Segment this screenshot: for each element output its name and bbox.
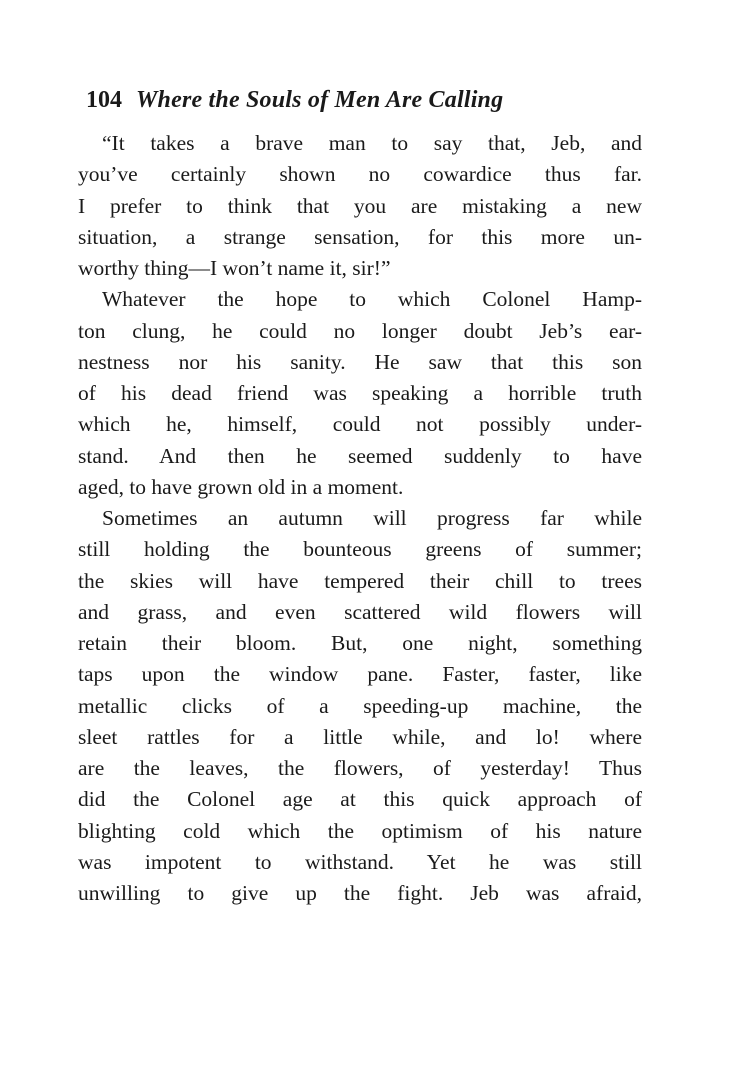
- text-line: situation, a strange sensation, for this more un-: [78, 224, 642, 249]
- text-line: worthy thing—I won’t name it, sir!”: [78, 256, 391, 280]
- text-line: nestness nor his sanity. He saw that this son: [78, 349, 642, 374]
- text-line: still holding the bounteous greens of summer;: [78, 537, 642, 562]
- text-line: unwilling to give up the fight. Jeb was afraid,: [78, 881, 642, 905]
- text-line: ton clung, he could no longer doubt Jeb’s ear-: [78, 318, 642, 343]
- text-line: and grass, and even scattered wild flowers will: [78, 599, 642, 624]
- text-line: the skies will have tempered their chill to trees: [78, 568, 642, 593]
- book-title: Where the Souls of Men Are Calling: [136, 87, 504, 113]
- text-line: which he, himself, could not possibly under-: [78, 412, 642, 437]
- text-line: are the leaves, the flowers, of yesterday! Thus: [78, 756, 642, 780]
- text-line: aged, to have grown old in a moment.: [78, 474, 404, 499]
- text-line: metallic clicks of a speeding-up machine, the: [78, 693, 642, 718]
- text-line: retain their bloom. But, one night, something: [78, 631, 642, 655]
- body-text: [78, 128, 642, 909]
- text-line: blighting cold which the optimism of his nature: [78, 818, 642, 843]
- text-line: Sometimes an autumn will progress far while: [102, 506, 642, 530]
- text-line: Whatever the hope to which Colonel Hamp-: [102, 287, 642, 312]
- text-line: taps upon the window pane. Faster, faster, like: [78, 662, 642, 687]
- text-line: you’ve certainly shown no cowardice thus far.: [78, 162, 642, 187]
- text-line: sleet rattles for a little while, and lo! where: [78, 724, 642, 749]
- text-line: I prefer to think that you are mistaking a new: [78, 193, 642, 218]
- text-line: stand. And then he seemed suddenly to have: [78, 443, 642, 468]
- text-line: did the Colonel age at this quick approach of: [78, 787, 642, 812]
- text-line: was impotent to withstand. Yet he was still: [78, 849, 642, 874]
- page-number: 104: [86, 87, 122, 113]
- text-line: “It takes a brave man to say that, Jeb, and: [102, 131, 642, 155]
- running-head: [86, 80, 646, 120]
- text-line: of his dead friend was speaking a horrible truth: [78, 381, 642, 405]
